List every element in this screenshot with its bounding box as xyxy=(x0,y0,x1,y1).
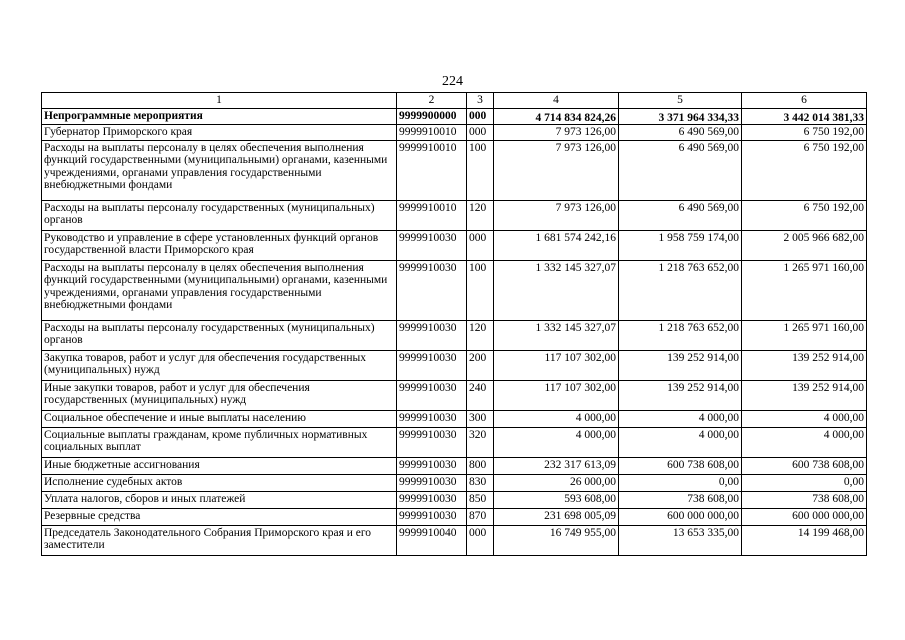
table-row xyxy=(42,509,867,526)
row-value-2023: 1 218 763 652,00 xyxy=(619,261,742,321)
row-code: 9999910040 xyxy=(397,526,467,556)
table-row xyxy=(42,141,867,201)
row-value-2024: 6 750 192,00 xyxy=(742,125,867,141)
row-name: Непрограммные мероприятия xyxy=(42,109,397,125)
row-value-2022: 1 681 574 242,16 xyxy=(494,231,619,261)
row-code: 9999910010 xyxy=(397,201,467,231)
row-expense-type: 000 xyxy=(467,526,494,556)
row-value-2023: 738 608,00 xyxy=(619,492,742,509)
row-value-2022: 16 749 955,00 xyxy=(494,526,619,556)
table-body xyxy=(42,109,867,556)
table-row xyxy=(42,458,867,475)
row-code: 9999910010 xyxy=(397,125,467,141)
row-name: Закупка товаров, работ и услуг для обеспечения государственных (муниципальных) нужд xyxy=(42,351,397,381)
table-row xyxy=(42,351,867,381)
row-code: 9999910030 xyxy=(397,475,467,492)
header-col-5: 5 xyxy=(619,93,742,109)
row-value-2023: 3 371 964 334,33 xyxy=(619,109,742,125)
row-value-2024: 738 608,00 xyxy=(742,492,867,509)
row-value-2022: 1 332 145 327,07 xyxy=(494,261,619,321)
table-row xyxy=(42,125,867,141)
row-code: 9999910030 xyxy=(397,261,467,321)
row-expense-type: 300 xyxy=(467,411,494,428)
row-value-2023: 6 490 569,00 xyxy=(619,125,742,141)
row-value-2024: 139 252 914,00 xyxy=(742,381,867,411)
table-row xyxy=(42,526,867,556)
row-value-2022: 117 107 302,00 xyxy=(494,351,619,381)
row-value-2024: 600 000 000,00 xyxy=(742,509,867,526)
row-expense-type: 240 xyxy=(467,381,494,411)
row-value-2024: 6 750 192,00 xyxy=(742,201,867,231)
row-value-2022: 232 317 613,09 xyxy=(494,458,619,475)
row-value-2022: 117 107 302,00 xyxy=(494,381,619,411)
row-value-2023: 139 252 914,00 xyxy=(619,381,742,411)
row-expense-type: 100 xyxy=(467,141,494,201)
table-row xyxy=(42,411,867,428)
row-value-2022: 4 714 834 824,26 xyxy=(494,109,619,125)
row-code: 9999910030 xyxy=(397,428,467,458)
table-row xyxy=(42,321,867,351)
row-name: Уплата налогов, сборов и иных платежей xyxy=(42,492,397,509)
row-value-2023: 6 490 569,00 xyxy=(619,201,742,231)
row-expense-type: 000 xyxy=(467,125,494,141)
row-name: Расходы на выплаты персоналу государственных (муниципальных) органов xyxy=(42,321,397,351)
row-value-2024: 14 199 468,00 xyxy=(742,526,867,556)
row-name: Исполнение судебных актов xyxy=(42,475,397,492)
row-value-2024: 2 005 966 682,00 xyxy=(742,231,867,261)
row-expense-type: 100 xyxy=(467,261,494,321)
table-row xyxy=(42,261,867,321)
header-col-3: 3 xyxy=(467,93,494,109)
table-row xyxy=(42,381,867,411)
row-code: 9999900000 xyxy=(397,109,467,125)
row-value-2022: 26 000,00 xyxy=(494,475,619,492)
row-expense-type: 830 xyxy=(467,475,494,492)
row-value-2022: 7 973 126,00 xyxy=(494,141,619,201)
table-row xyxy=(42,475,867,492)
header-col-4: 4 xyxy=(494,93,619,109)
row-expense-type: 320 xyxy=(467,428,494,458)
row-expense-type: 800 xyxy=(467,458,494,475)
table-row xyxy=(42,109,867,125)
row-code: 9999910030 xyxy=(397,351,467,381)
table-row xyxy=(42,492,867,509)
row-expense-type: 120 xyxy=(467,201,494,231)
row-expense-type: 000 xyxy=(467,109,494,125)
table-row xyxy=(42,231,867,261)
row-value-2022: 4 000,00 xyxy=(494,428,619,458)
row-value-2022: 7 973 126,00 xyxy=(494,201,619,231)
row-value-2022: 231 698 005,09 xyxy=(494,509,619,526)
row-value-2022: 7 973 126,00 xyxy=(494,125,619,141)
row-value-2024: 4 000,00 xyxy=(742,411,867,428)
row-name: Расходы на выплаты персоналу государственных (муниципальных) органов xyxy=(42,201,397,231)
row-value-2024: 4 000,00 xyxy=(742,428,867,458)
row-value-2024: 139 252 914,00 xyxy=(742,351,867,381)
row-code: 9999910030 xyxy=(397,321,467,351)
header-col-1: 1 xyxy=(42,93,397,109)
row-value-2023: 4 000,00 xyxy=(619,428,742,458)
row-value-2023: 1 218 763 652,00 xyxy=(619,321,742,351)
row-value-2023: 0,00 xyxy=(619,475,742,492)
row-expense-type: 850 xyxy=(467,492,494,509)
header-row xyxy=(42,93,867,109)
row-name: Иные закупки товаров, работ и услуг для обеспечения государственных (муниципальных) нужд xyxy=(42,381,397,411)
row-value-2023: 139 252 914,00 xyxy=(619,351,742,381)
row-value-2022: 4 000,00 xyxy=(494,411,619,428)
row-value-2023: 600 738 608,00 xyxy=(619,458,742,475)
row-code: 9999910030 xyxy=(397,509,467,526)
row-value-2023: 13 653 335,00 xyxy=(619,526,742,556)
row-expense-type: 870 xyxy=(467,509,494,526)
row-value-2024: 600 738 608,00 xyxy=(742,458,867,475)
row-value-2023: 1 958 759 174,00 xyxy=(619,231,742,261)
row-name: Иные бюджетные ассигнования xyxy=(42,458,397,475)
row-value-2024: 3 442 014 381,33 xyxy=(742,109,867,125)
row-value-2024: 1 265 971 160,00 xyxy=(742,321,867,351)
header-col-2: 2 xyxy=(397,93,467,109)
table-row xyxy=(42,201,867,231)
row-code: 9999910030 xyxy=(397,458,467,475)
header-col-6: 6 xyxy=(742,93,867,109)
row-name: Социальные выплаты гражданам, кроме публичных нормативных социальных выплат xyxy=(42,428,397,458)
row-name: Расходы на выплаты персоналу в целях обеспечения выполнения функций государственными (муниципальными) органами, казенными учреждениями, органами управления государственными внебюджетными фондами xyxy=(42,261,397,321)
row-value-2023: 6 490 569,00 xyxy=(619,141,742,201)
row-expense-type: 000 xyxy=(467,231,494,261)
row-name: Губернатор Приморского края xyxy=(42,125,397,141)
page-number: 224 xyxy=(442,74,463,89)
table-row xyxy=(42,428,867,458)
row-expense-type: 120 xyxy=(467,321,494,351)
row-value-2022: 1 332 145 327,07 xyxy=(494,321,619,351)
row-name: Резервные средства xyxy=(42,509,397,526)
row-value-2024: 6 750 192,00 xyxy=(742,141,867,201)
row-name: Расходы на выплаты персоналу в целях обеспечения выполнения функций государственными (муниципальными) органами, казенными учреждениями, органами управления государственными внебюджетными фондами xyxy=(42,141,397,201)
row-value-2023: 4 000,00 xyxy=(619,411,742,428)
row-code: 9999910030 xyxy=(397,411,467,428)
budget-table xyxy=(41,92,867,556)
row-code: 9999910010 xyxy=(397,141,467,201)
row-name: Руководство и управление в сфере установленных функций органов государственной власти Приморского края xyxy=(42,231,397,261)
row-code: 9999910030 xyxy=(397,381,467,411)
row-value-2023: 600 000 000,00 xyxy=(619,509,742,526)
row-name: Председатель Законодательного Собрания Приморского края и его заместители xyxy=(42,526,397,556)
row-code: 9999910030 xyxy=(397,231,467,261)
row-value-2022: 593 608,00 xyxy=(494,492,619,509)
row-value-2024: 0,00 xyxy=(742,475,867,492)
row-name: Социальное обеспечение и иные выплаты населению xyxy=(42,411,397,428)
row-expense-type: 200 xyxy=(467,351,494,381)
row-code: 9999910030 xyxy=(397,492,467,509)
row-value-2024: 1 265 971 160,00 xyxy=(742,261,867,321)
